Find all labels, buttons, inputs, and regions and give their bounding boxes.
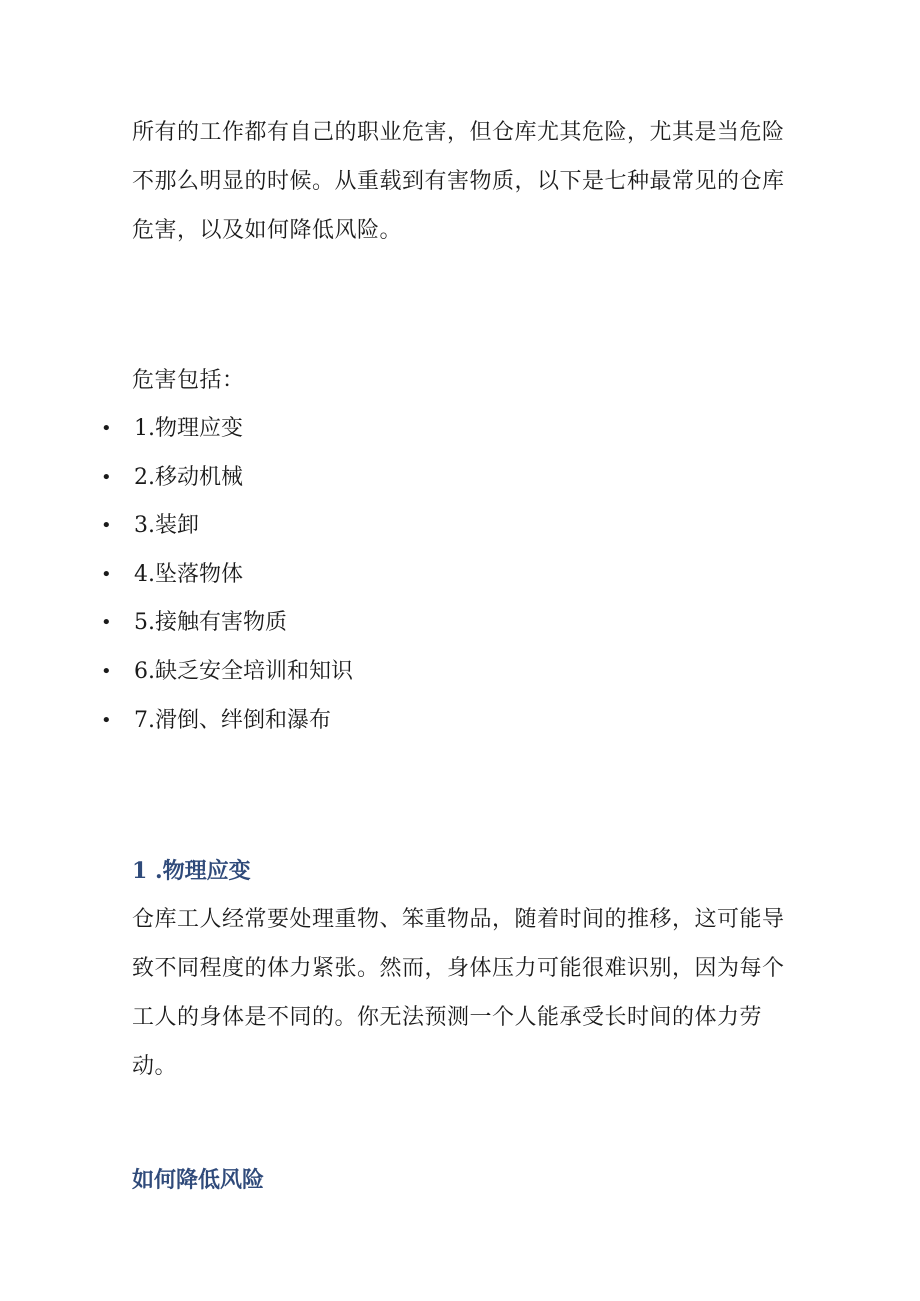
bullet-icon: • — [101, 709, 112, 731]
list-item-text: 4.坠落物体 — [134, 561, 243, 587]
hazards-label: 危害包括： — [132, 368, 245, 393]
list-item — [0, 696, 920, 745]
intro-paragraph: 所有的工作都有自己的职业危害，但仓库尤其危险，尤其是当危险不那么明显的时候。从重载到有害物质，以下是七种最常见的仓库危害，以及如何降低风险。 — [132, 120, 785, 243]
bullet-icon: • — [101, 418, 112, 439]
section-body-paragraph: 仓库工人经常要处理重物、笨重物品，随着时间的推移，这可能导致不同程度的体力紧张。然而，身体压力可能很难识别，因为每个工人的身体是不同的。你无法预测一个人能承受长时间的体力劳动。 — [132, 907, 785, 1079]
list-item-text: 2.移动机械 — [134, 464, 243, 490]
bullet-icon: • — [101, 515, 112, 537]
list-item-text: 1.物理应变 — [134, 416, 243, 441]
subheading: 如何降低风险 — [132, 1167, 265, 1193]
list-item-text: 7.滑倒、绊倒和瀑布 — [134, 707, 331, 733]
bullet-icon: • — [101, 612, 112, 634]
list-item-text: 5.接触有害物质 — [134, 610, 287, 636]
bullet-icon: • — [101, 563, 112, 585]
list-item — [0, 453, 920, 502]
section-heading: 1 .物理应变 — [132, 858, 251, 884]
list-item — [0, 598, 920, 647]
list-item-text: 6.缺乏安全培训和知识 — [134, 658, 353, 684]
list-item — [0, 550, 920, 599]
list-item — [0, 501, 920, 550]
hazard-list — [0, 404, 920, 744]
list-item — [0, 404, 920, 453]
list-item — [0, 647, 920, 696]
bullet-icon: • — [101, 660, 112, 682]
bullet-icon: • — [101, 466, 112, 488]
list-item-text: 3.装卸 — [134, 513, 199, 539]
